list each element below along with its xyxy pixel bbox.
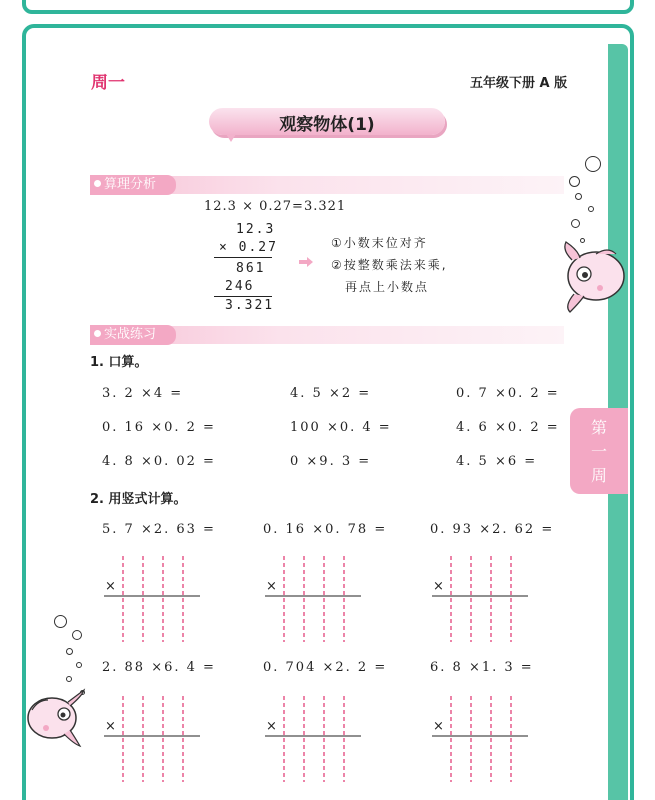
week-tab bbox=[570, 408, 628, 494]
bubble-icon bbox=[588, 206, 594, 212]
vertical-calc-item: 2. 88 ×6. 4 = bbox=[102, 660, 216, 675]
mental-calc-item: 0 ×9. 3 = bbox=[290, 454, 372, 469]
work-grid[interactable] bbox=[430, 556, 530, 642]
fish-icon bbox=[556, 240, 628, 314]
mental-calc-item: 4. 5 ×6 = bbox=[456, 454, 538, 469]
page-frame bbox=[22, 24, 634, 800]
times-sign: × bbox=[433, 719, 444, 734]
bubble-icon bbox=[66, 676, 72, 682]
bubble-icon bbox=[569, 176, 580, 187]
work-grid-lines bbox=[263, 696, 363, 782]
week-tab-char: 一 bbox=[590, 442, 607, 461]
example-equation: 12.3 × 0.27=3.321 bbox=[204, 199, 347, 214]
note-1: ①小数末位对齐 bbox=[331, 236, 428, 250]
work-grid-lines bbox=[430, 696, 530, 782]
mental-calc-item: 100 ×0. 4 = bbox=[290, 420, 392, 435]
work-grid-lines bbox=[263, 556, 363, 642]
bullet-icon bbox=[94, 180, 101, 187]
bubble-icon bbox=[54, 615, 67, 628]
bubble-icon bbox=[72, 630, 82, 640]
work-grid-lines bbox=[102, 556, 202, 642]
vertical-line2: × 0.27 bbox=[219, 240, 278, 255]
mental-calc-item: 4. 8 ×0. 02 = bbox=[102, 454, 216, 469]
bubble-icon bbox=[571, 219, 580, 228]
edition-label: 五年级下册 A 版 bbox=[470, 76, 568, 91]
bubble-icon bbox=[585, 156, 601, 172]
vertical-calc-item: 0. 16 ×0. 78 = bbox=[263, 522, 388, 537]
top-frame bbox=[22, 0, 634, 14]
vertical-line4: 246 bbox=[225, 279, 255, 294]
work-grid[interactable] bbox=[430, 696, 530, 782]
bullet-icon bbox=[94, 330, 101, 337]
times-sign: × bbox=[266, 719, 277, 734]
section-title-practice: 实战练习 bbox=[104, 327, 157, 342]
vertical-calc-item: 0. 704 ×2. 2 = bbox=[263, 660, 388, 675]
mental-calc-item: 3. 2 ×4 = bbox=[102, 386, 184, 401]
vertical-calc-item: 6. 8 ×1. 3 = bbox=[430, 660, 534, 675]
fish-icon bbox=[26, 688, 88, 750]
vertical-line1: 12.3 bbox=[236, 222, 276, 237]
vertical-result: 3.321 bbox=[225, 298, 275, 313]
times-sign: × bbox=[266, 579, 277, 594]
vertical-rule-2 bbox=[214, 296, 272, 297]
vertical-calc-item: 0. 93 ×2. 62 = bbox=[430, 522, 555, 537]
mental-calc-item: 4. 6 ×0. 2 = bbox=[456, 420, 560, 435]
work-grid[interactable] bbox=[263, 696, 363, 782]
times-sign: × bbox=[433, 579, 444, 594]
times-sign: × bbox=[105, 579, 116, 594]
vertical-calc-item: 5. 7 ×2. 63 = bbox=[102, 522, 216, 537]
work-grid-lines bbox=[102, 696, 202, 782]
section-tag-practice bbox=[90, 325, 176, 345]
mental-calc-item: 0. 16 ×0. 2 = bbox=[102, 420, 216, 435]
question-2-title: 2. 用竖式计算。 bbox=[90, 492, 187, 507]
mental-calc-item: 4. 5 ×2 = bbox=[290, 386, 372, 401]
question-1-title: 1. 口算。 bbox=[90, 355, 148, 370]
day-label: 周一 bbox=[91, 73, 125, 93]
bubble-icon bbox=[66, 648, 73, 655]
week-tab-char: 周 bbox=[590, 466, 607, 485]
note-2: ②按整数乘法来乘, bbox=[331, 258, 448, 272]
vertical-line3: 861 bbox=[236, 261, 266, 276]
section-tag-analysis bbox=[90, 175, 176, 195]
page-title: 观察物体(1) bbox=[279, 115, 375, 135]
bubble-icon bbox=[575, 193, 582, 200]
work-grid-lines bbox=[430, 556, 530, 642]
work-grid[interactable] bbox=[102, 556, 202, 642]
vertical-rule-1 bbox=[214, 257, 272, 258]
section-title-analysis: 算理分析 bbox=[104, 177, 157, 192]
week-tab-char: 第 bbox=[590, 418, 607, 437]
arrow-right-icon bbox=[299, 257, 313, 267]
work-grid[interactable] bbox=[263, 556, 363, 642]
mental-calc-item: 0. 7 ×0. 2 = bbox=[456, 386, 560, 401]
times-sign: × bbox=[105, 719, 116, 734]
note-3: 再点上小数点 bbox=[345, 280, 430, 294]
bubble-icon bbox=[76, 662, 82, 668]
work-grid[interactable] bbox=[102, 696, 202, 782]
title-banner-tail bbox=[226, 134, 236, 142]
